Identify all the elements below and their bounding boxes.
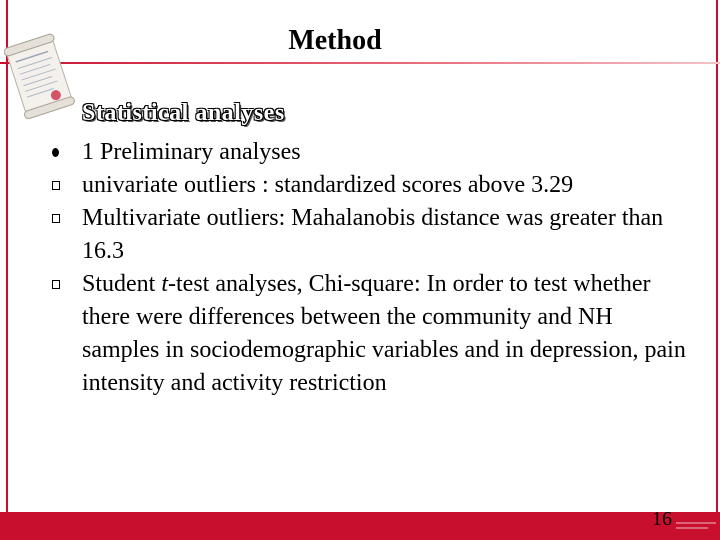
bullet-item — [48, 202, 688, 268]
scroll-icon — [4, 28, 84, 128]
bullet-text: Student t-test analyses, Chi-square: In order to test whether there were differences between the community and NH samples in sociodemographic variables and in depression, pain intensity and activity restriction — [82, 271, 686, 396]
bullet-text: univariate outliers : standardized scores above 3.29 — [82, 172, 574, 198]
bullet-item — [48, 169, 688, 202]
slide-subtitle: Statistical analyses — [82, 100, 285, 126]
bullet-item — [48, 136, 688, 169]
bullet-square-icon — [52, 181, 60, 190]
page-number: 16 — [652, 508, 672, 530]
bullet-square-icon — [52, 214, 60, 223]
bullet-text: 1 Preliminary analyses — [82, 139, 301, 165]
bullet-item — [48, 268, 688, 400]
bullet-list — [48, 136, 688, 400]
slide-title: Method — [288, 25, 382, 56]
bullet-text: Multivariate outliers: Mahalanobis distance was greater than 16.3 — [82, 205, 664, 264]
header-rule — [0, 62, 720, 64]
footer-logo-icon — [676, 518, 716, 534]
footer-bar — [0, 512, 720, 540]
bullet-dot-icon — [52, 148, 59, 157]
bullet-square-icon — [52, 280, 60, 289]
